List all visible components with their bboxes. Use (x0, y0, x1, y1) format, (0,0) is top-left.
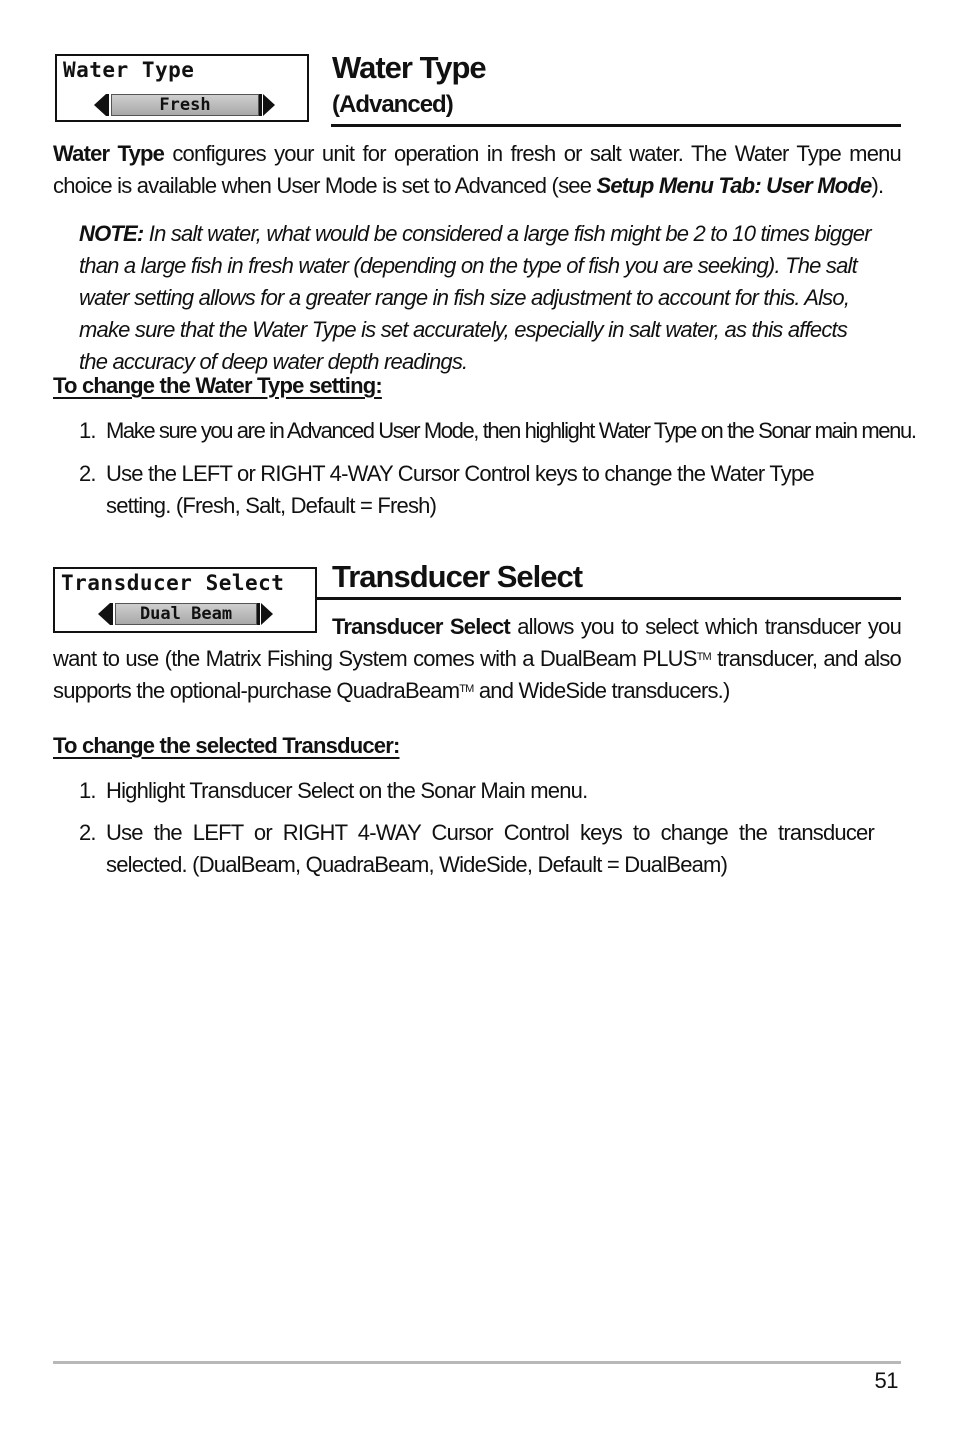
intro-text: allows you to select which transducer you want to use (the Matrix Fishing System comes with a DualBeam PLUS (53, 614, 901, 671)
list-item (79, 817, 901, 881)
widget-title: Transducer Select (61, 571, 285, 595)
water-type-menu-widget (55, 54, 309, 122)
widget-title: Water Type (63, 58, 195, 82)
step-number: 2. (79, 461, 96, 486)
water-type-note (79, 218, 877, 378)
section-heading-water-type: Water Type (332, 50, 486, 85)
step-number: 1. (79, 778, 96, 803)
trademark-mark: TM (459, 683, 474, 695)
transducer-select-intro (53, 611, 901, 707)
step-text: Use the LEFT or RIGHT 4-WAY Cursor Control keys to change the transducer selected. (DualBeam, QuadraBeam, WideSide, Default = DualBeam) (106, 820, 874, 877)
intro-text-end: ). (871, 173, 884, 198)
arrow-stem (259, 94, 262, 116)
procedure-title-water-type: To change the Water Type setting: (53, 373, 382, 398)
intro-text-3: and WideSide transducers.) (473, 678, 730, 703)
left-arrow-icon (94, 94, 106, 116)
right-arrow-icon (263, 94, 275, 116)
note-label: NOTE: (79, 221, 144, 246)
arrow-stem (106, 94, 109, 116)
intro-text-2: transducer, and also supports the optional-purchase QuadraBeam (53, 646, 901, 703)
list-item (79, 775, 901, 807)
step-text: Highlight Transducer Select on the Sonar Main menu. (106, 778, 588, 803)
step-number: 2. (79, 820, 96, 845)
heading-rule (331, 124, 901, 127)
page-number: 51 (874, 1368, 898, 1393)
section-heading-transducer-select: Transducer Select (332, 559, 583, 594)
list-item (79, 458, 901, 522)
term-transducer-select: Transducer Select (332, 614, 510, 639)
procedure-title-transducer: To change the selected Transducer: (53, 733, 400, 758)
step-text: Use the LEFT or RIGHT 4-WAY Cursor Control keys to change the Water Type setting. (Fresh, Salt, Default = Fresh) (106, 461, 814, 518)
step-text: Make sure you are in Advanced User Mode, then highlight Water Type on the Sonar main menu. (106, 418, 916, 443)
step-number: 1. (79, 418, 96, 443)
list-item (79, 415, 916, 447)
widget-value: Dual Beam (115, 603, 257, 625)
widget-value: Fresh (111, 94, 259, 116)
cross-reference: Setup Menu Tab: User Mode (596, 173, 872, 198)
section-subheading-advanced: (Advanced) (332, 91, 453, 118)
water-type-intro (53, 138, 901, 202)
note-text: In salt water, what would be considered a large fish might be 2 to 10 times bigger than a large fish in fresh water (depending on the type of fish you are seeking). The salt water setting allows for a greater range in fish size adjustment to account for this. Also, make sure that the Water Type is set accurately, especially in salt water, as this affects the accuracy of deep water depth readings. (79, 221, 871, 374)
term-water-type: Water Type (53, 141, 165, 166)
intro-text: configures your unit for operation in fresh or salt water. The Water Type menu choice is available when User Mode is set to Advanced (see (53, 141, 901, 198)
trademark-mark: TM (696, 651, 711, 663)
footer-rule (53, 1361, 901, 1364)
heading-rule (317, 597, 901, 600)
